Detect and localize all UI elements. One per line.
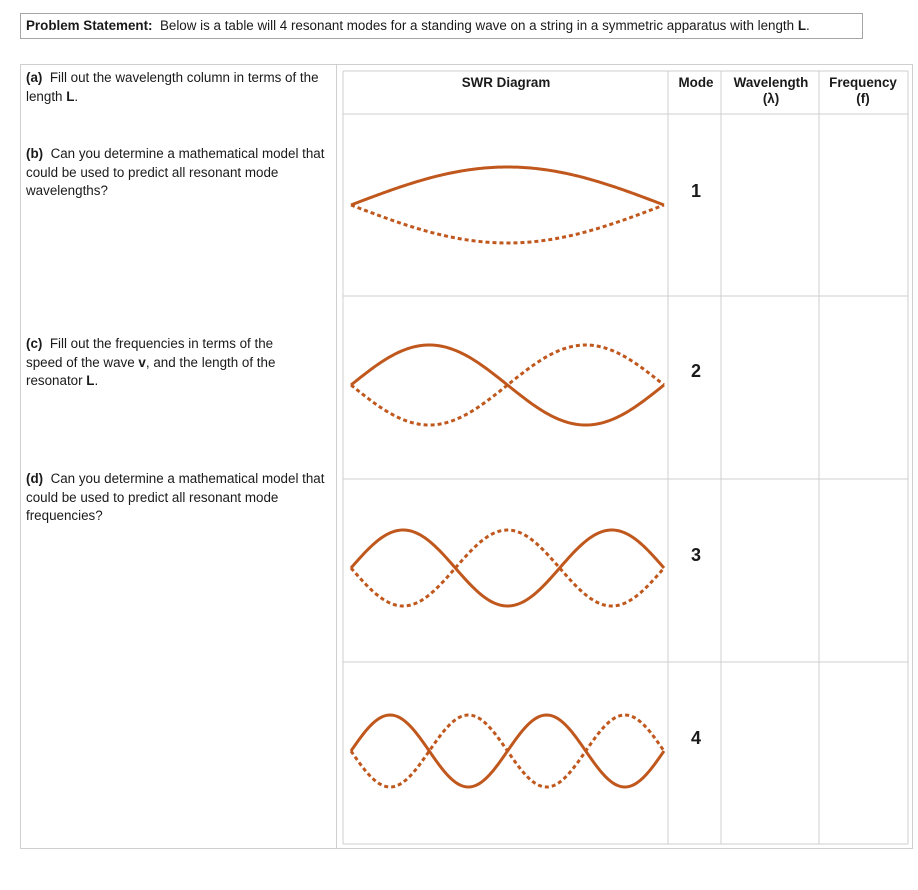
length-symbol: L xyxy=(797,18,807,33)
mode-1-dashed-wave xyxy=(351,205,664,243)
question-a-bold: L xyxy=(66,88,75,104)
mode-number-2: 2 xyxy=(690,361,701,381)
question-c-bold-v: v xyxy=(138,354,146,370)
question-d-tag: (d) xyxy=(26,471,44,486)
header-mode: Mode xyxy=(678,75,714,90)
header-frequency-symbol: (f) xyxy=(856,91,870,106)
question-a-text: Fill out the wavelength column in terms of the length xyxy=(26,70,319,104)
header-wavelength-label: Wavelength xyxy=(733,75,809,90)
question-c-text2: , and the length of the resonator xyxy=(26,354,276,388)
problem-end: . xyxy=(806,18,810,33)
question-b-text: Can you determine a mathematical model that could be used to predict all resonant mode wavelengths? xyxy=(26,146,325,198)
table-grid xyxy=(21,65,914,850)
header-wavelength xyxy=(726,75,816,107)
problem-label: Problem Statement: xyxy=(26,18,153,33)
problem-statement xyxy=(20,13,863,39)
mode-4-dashed-wave xyxy=(351,715,664,787)
question-c-bold-l: L xyxy=(86,373,95,388)
mode-number-1: 1 xyxy=(690,181,701,201)
mode-number-4: 4 xyxy=(690,728,701,748)
header-swr-diagram: SWR Diagram xyxy=(461,75,551,90)
question-d-text: Can you determine a mathematical model that could be used to predict all resonant mode frequencies? xyxy=(26,471,325,523)
mode-2-solid-wave xyxy=(351,345,664,425)
mode-number-3: 3 xyxy=(690,545,701,565)
mode-3-solid-wave xyxy=(351,530,664,606)
header-wavelength-symbol: (λ) xyxy=(762,91,780,106)
question-c-end: . xyxy=(94,373,99,388)
mode-1-solid-wave xyxy=(351,167,664,205)
problem-text: Below is a table will 4 resonant modes for a standing wave on a string in a symmetric apparatus with length xyxy=(159,18,798,33)
worksheet-table xyxy=(20,64,913,849)
header-frequency xyxy=(819,75,907,107)
mode-3-dashed-wave xyxy=(351,530,664,606)
problem-statement-text xyxy=(26,18,810,33)
question-c-text: Fill out the frequencies in terms of the speed of the wave xyxy=(26,336,274,370)
question-c-tag: (c) xyxy=(26,336,43,351)
question-a-tag: (a) xyxy=(26,70,43,85)
header-frequency-label: Frequency xyxy=(829,75,897,90)
question-a-end: . xyxy=(74,88,79,104)
question-b-tag: (b) xyxy=(26,146,44,161)
